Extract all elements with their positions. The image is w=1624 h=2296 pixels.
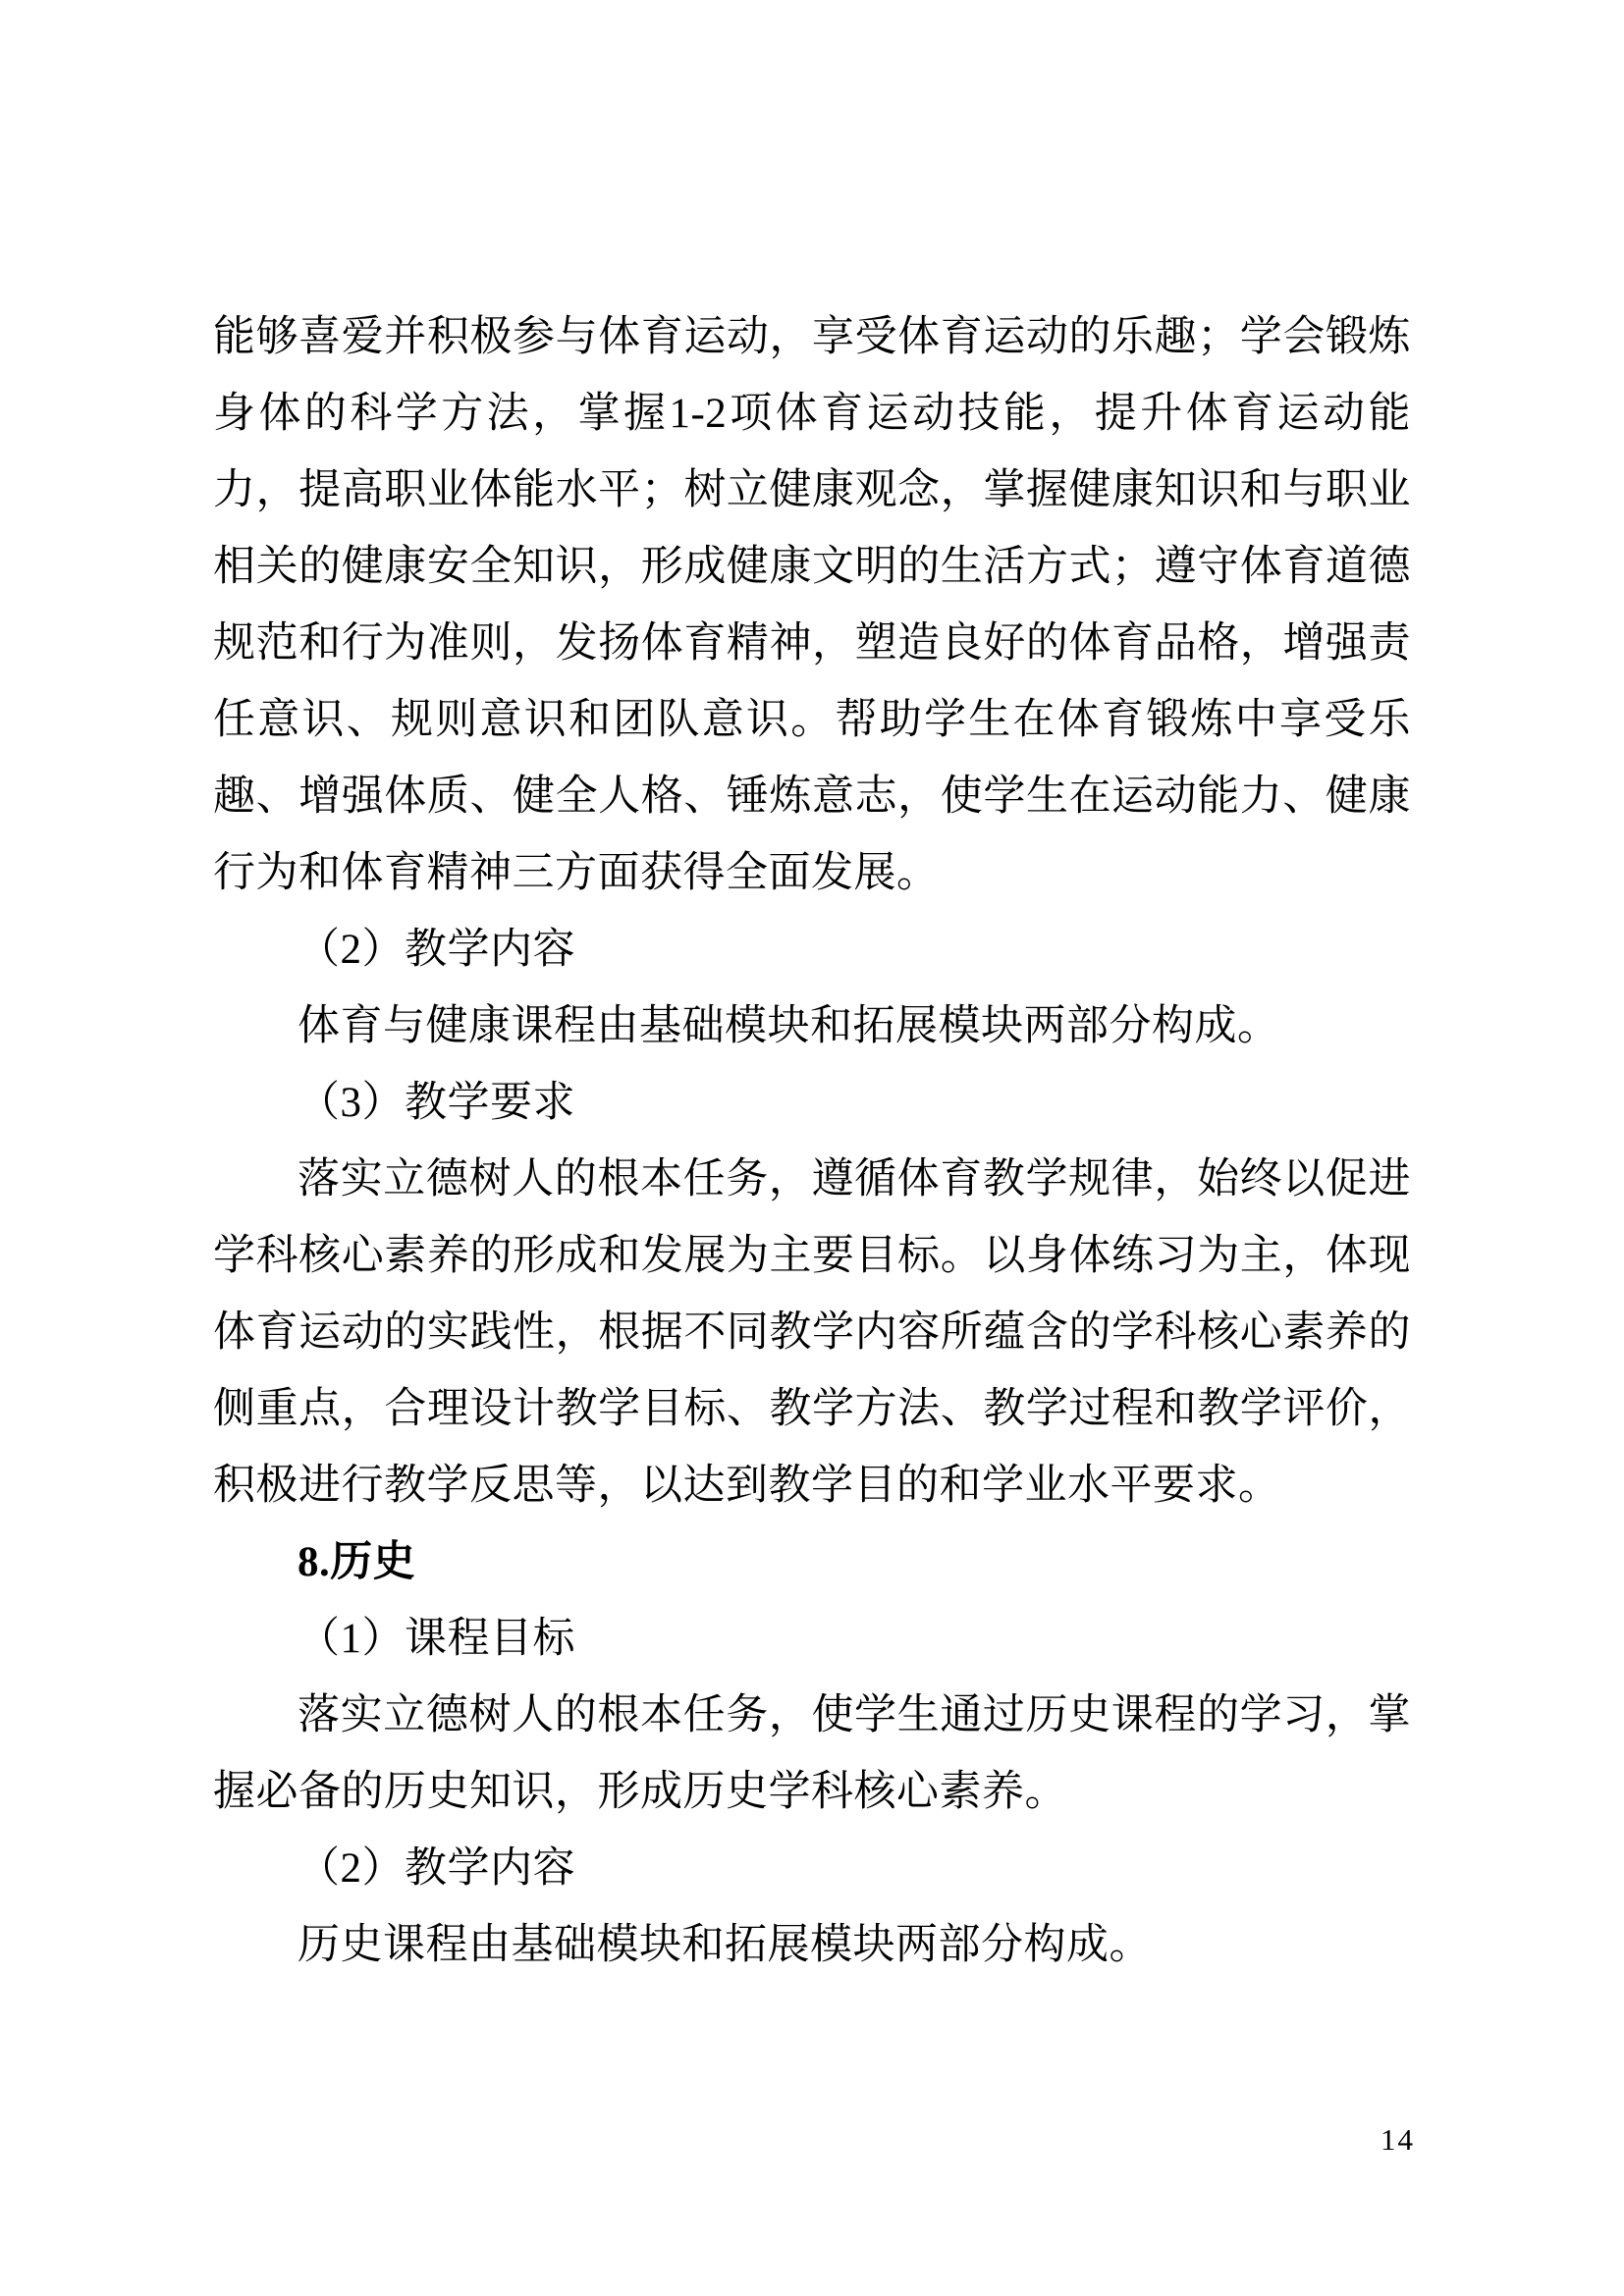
section-heading-history: 8.历史 [298, 1539, 416, 1585]
paragraph-pe-teaching-content: 体育与健康课程由基础模块和拓展模块两部分构成。 [298, 1003, 1280, 1049]
paragraph-pe-teaching-requirements: 落实立德树人的根本任务，遵循体育教学规律，始终以促进学科核心素养的形成和发展为主要目标。以身体练习为主，体现体育运动的实践性，根据不同教学内容所蕴含的学科核心素养的侧重点，合理设计教学目标、教学方法、教学过程和教学评价，积极进行教学反思等，以达到教学目的和学业水平要求。 [213, 1156, 1411, 1509]
paragraph-history-course-goals: 落实立德树人的根本任务，使学生通过历史课程的学习，掌握必备的历史知识，形成历史学科核心素养。 [213, 1692, 1411, 1815]
paragraph-history-teaching-content-heading: （2）教学内容 [298, 1845, 575, 1892]
paragraph-pe-teaching-requirements-heading: （3）教学要求 [298, 1080, 575, 1126]
document-body [213, 299, 1411, 1984]
page-number: 14 [1380, 2122, 1415, 2157]
paragraph-history-course-goals-heading: （1）课程目标 [298, 1616, 575, 1662]
paragraph-pe-goals-continuation: 能够喜爱并积极参与体育运动，享受体育运动的乐趣；学会锻炼身体的科学方法，掌握1-2项体育运动技能，提升体育运动能力，提高职业体能水平；树立健康观念，掌握健康知识和与职业相关的健康安全知识，形成健康文明的生活方式；遵守体育道德规范和行为准则，发扬体育精神，塑造良好的体育品格，增强责任意识、规则意识和团队意识。帮助学生在体育锻炼中享受乐趣、增强体质、健全人格、锤炼意志，使学生在运动能力、健康行为和体育精神三方面获得全面发展。 [213, 314, 1411, 896]
paragraph-history-teaching-content: 历史课程由基础模块和拓展模块两部分构成。 [298, 1922, 1152, 1968]
paragraph-pe-teaching-content-heading: （2）教学内容 [298, 927, 575, 973]
